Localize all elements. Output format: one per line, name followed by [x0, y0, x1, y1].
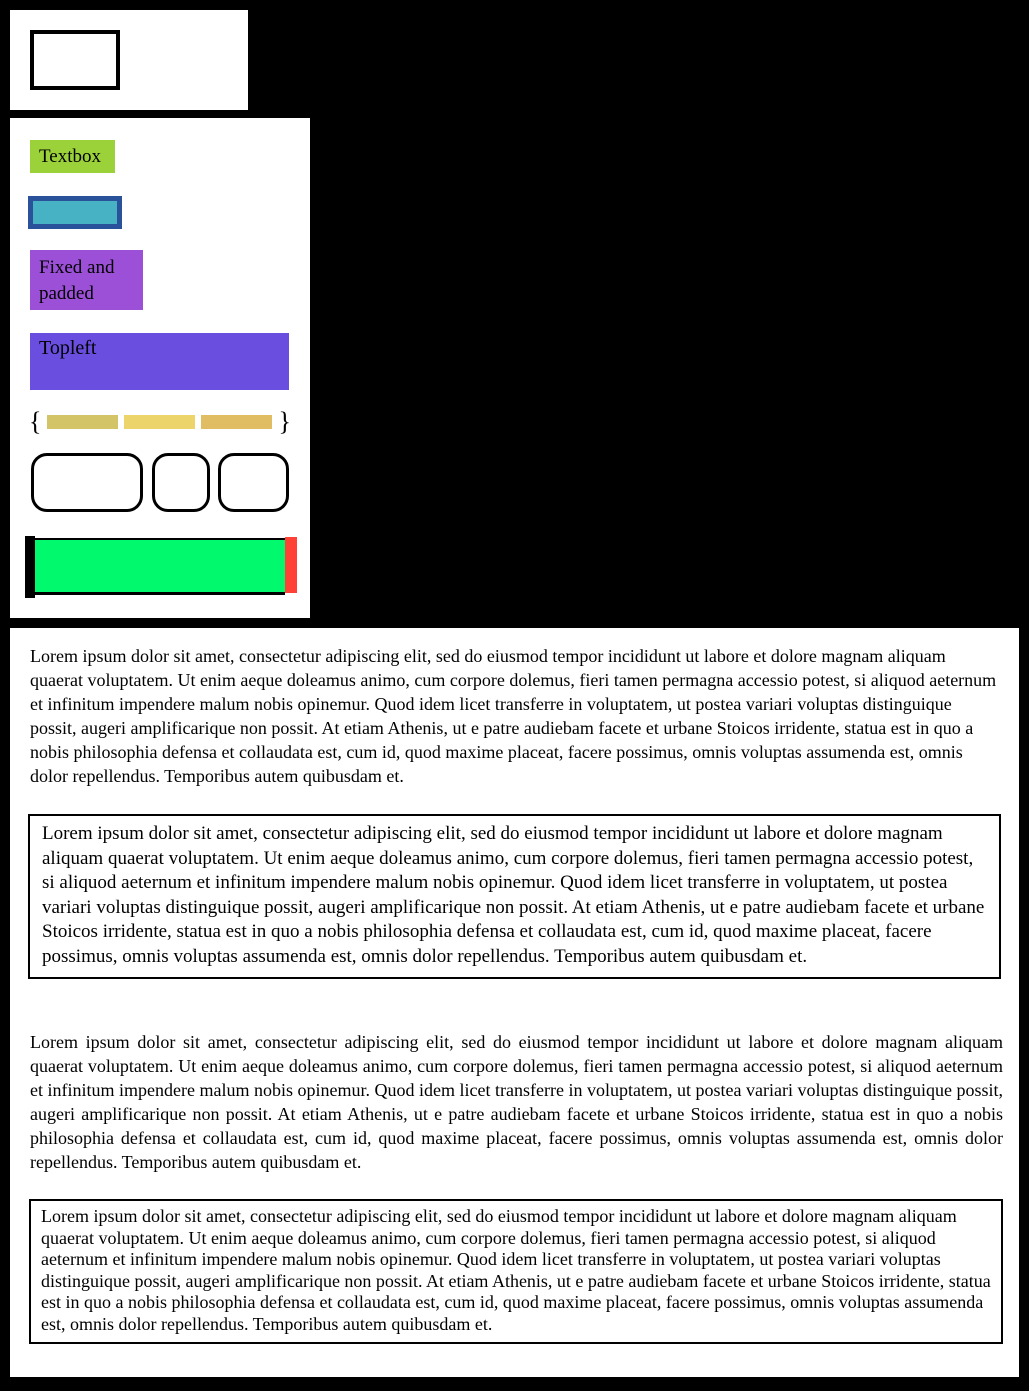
textbox-widget[interactable]: Textbox [30, 140, 115, 173]
close-brace: } [278, 407, 291, 436]
empty-textbox-widget[interactable] [28, 196, 122, 229]
khaki-bar-1 [47, 415, 118, 429]
paragraph-bordered: Lorem ipsum dolor sit amet, consectetur adipiscing elit, sed do eiusmod tempor incididunt ut labore et dolore magnam aliquam quaerat voluptatem. Ut enim aeque doleamus animo, cum corpore dolemus, fieri tamen permagna accessio potest, si aliquod aeternum et infinitum impendere malum nobis opinemur. Quod idem licet transferre in voluptatem, ut postea variari voluptas distinguique possit, augeri amplificarique non possit. At etiam Athenis, ut e patre audiebam facete et urbane Stoicos irridente, statua est in quo a nobis philosophia defensa et collaudata est, cum id, quod maxime placeat, facere possimus, omnis voluptas assumenda est, omnis dolor repellendus. Temporibus autem quibusdam et. [28, 814, 1001, 979]
progress-bar-widget [25, 536, 297, 598]
topleft-box: Topleft [30, 333, 289, 390]
open-brace: { [29, 407, 42, 436]
fixed-padded-box: Fixed and padded [30, 250, 143, 310]
rounded-box-medium [218, 453, 289, 512]
paragraph-justified: Lorem ipsum dolor sit amet, consectetur adipiscing elit, sed do eiusmod tempor incididunt ut labore et dolore magnam aliquam quaerat voluptatem. Ut enim aeque doleamus animo, cum corpore dolemus, fieri tamen permagna accessio potest, si aliquod aeternum et infinitum impendere malum nobis opinemur. Quod idem licet transferre in voluptatem, ut postea variari voluptas distinguique possit, augeri amplificarique non possit. At etiam Athenis, ut e patre audiebam facete et urbane Stoicos irridente, statua est in quo a nobis philosophia defensa et collaudata est, cum id, quod maxime placeat, facere possimus, omnis voluptas assumenda est, omnis dolor repellendus. Temporibus autem quibusdam et. [30, 1032, 1003, 1172]
top-card [10, 10, 248, 110]
rounded-box-small [152, 453, 210, 512]
paragraph-plain: Lorem ipsum dolor sit amet, consectetur adipiscing elit, sed do eiusmod tempor incididunt ut labore et dolore magnam aliquam quaerat voluptatem. Ut enim aeque doleamus animo, cum corpore dolemus, fieri tamen permagna accessio potest, si aliquod aeternum et infinitum impendere malum nobis opinemur. Quod idem licet transferre in voluptatem, ut postea variari voluptas distinguique possit, augeri amplificarique non possit. At etiam Athenis, ut e patre audiebam facete et urbane Stoicos irridente, statua est in quo a nobis philosophia defensa et collaudata est, cum id, quod maxime placeat, facere possimus, omnis voluptas assumenda est, omnis dolor repellendus. Temporibus autem quibusdam et. [30, 646, 997, 786]
rounded-box-large [31, 453, 143, 512]
paragraph-bordered-2: Lorem ipsum dolor sit amet, consectetur adipiscing elit, sed do eiusmod tempor incididunt ut labore et dolore magnam aliquam quaerat voluptatem. Ut enim aeque doleamus animo, cum corpore dolemus, fieri tamen permagna accessio potest, si aliquod aeternum et infinitum impendere malum nobis opinemur. Quod idem licet transferre in voluptatem, ut postea variari voluptas distinguique possit, augeri amplificarique non possit. At etiam Athenis, ut e patre audiebam facete et urbane Stoicos irridente, statua est in quo a nobis philosophia defensa et collaudata est, cum id, quod maxime placeat, facere possimus, omnis voluptas assumenda est, omnis dolor repellendus. Temporibus autem quibusdam et. [29, 1199, 1003, 1344]
bar-right-border [285, 537, 297, 593]
outlined-box [30, 30, 120, 90]
text-panel [10, 628, 1019, 1377]
brace-row [29, 408, 291, 436]
khaki-bar-3 [201, 415, 272, 429]
widget-panel [10, 118, 310, 618]
bar-left-border [25, 536, 35, 598]
khaki-bar-2 [124, 415, 195, 429]
bar-green-fill [35, 538, 285, 595]
